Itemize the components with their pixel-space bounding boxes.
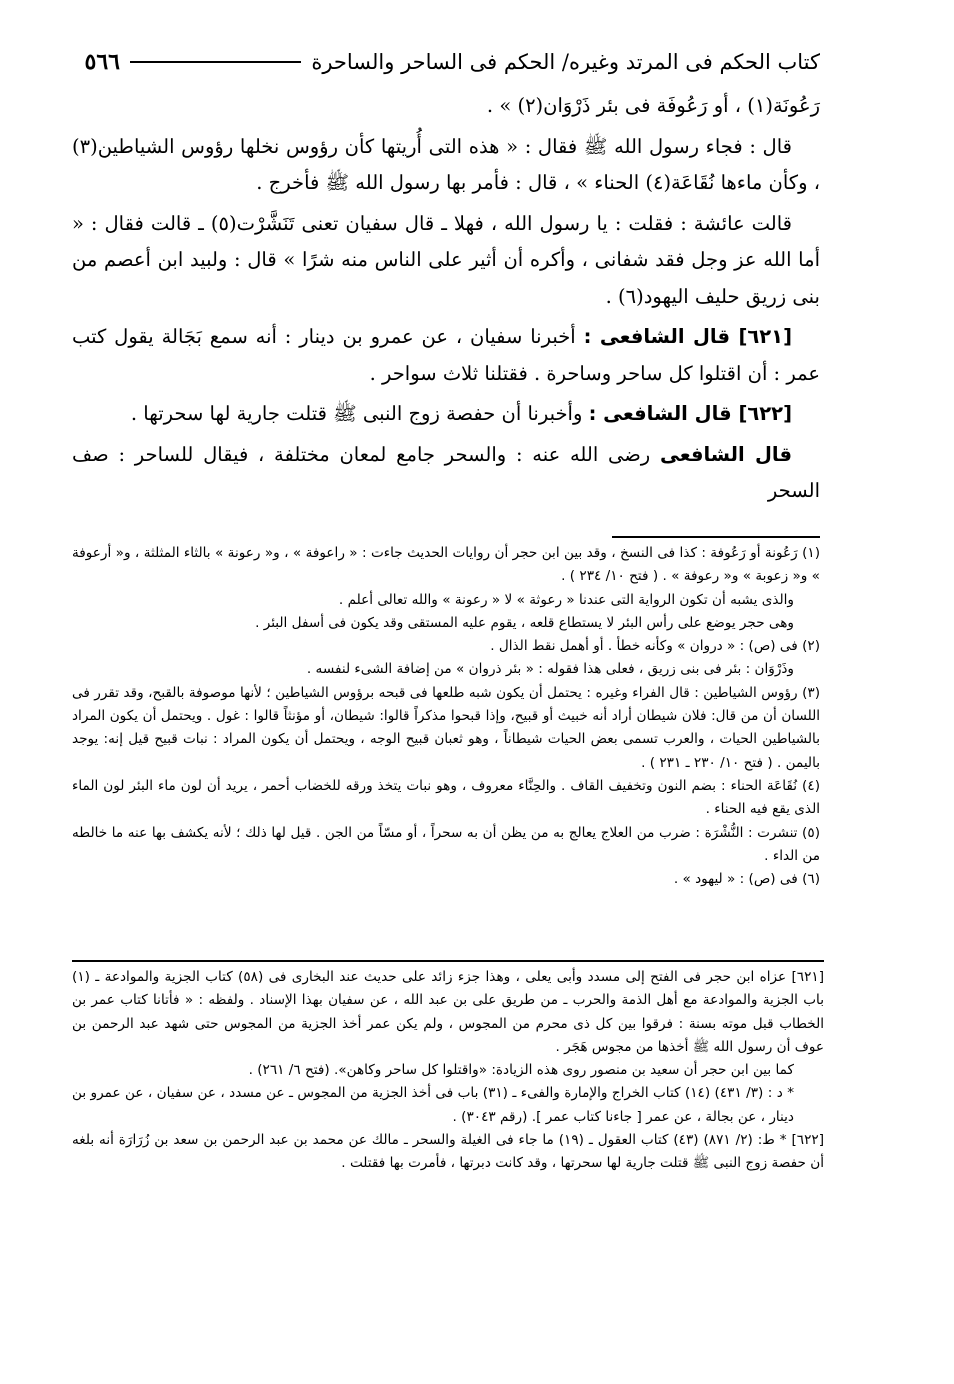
- text-paragraph: قالت عائشة : فقلت : يا رسول الله ، فهلا ـ قال سفيان تعنى تَنَشَّرْت(٥) ـ قالت فقال : « أما الله عز وجل فقد شفانى ، وأكره أن أثير على الناس منه شرًا » قال : ولبيد ابن أعصم من بنى زريق حليف اليهود(٦) .: [72, 211, 820, 308]
- hadith-622: [72, 396, 820, 433]
- text-paragraph: قال : فجاء رسول الله ﷺ فقال : « هذه التى أُريتها كأن رؤوس نخلها رؤوس الشياطين(٣) ، وكأن ماءها نُقَاعَة(٤) الحناء » ، قال : فأمر بها رسول الله ﷺ فأخرج .: [72, 134, 820, 194]
- footnote: (٦) فى (ص) : « ليهود » .: [673, 871, 820, 888]
- running-title: كتاب الحكم فى المرتد وغيره/ الحكم فى الساحر والساحرة: [311, 50, 820, 74]
- main-text: [72, 88, 820, 514]
- footnote: (٢) فى (ص) : « دروان » وكأنه خطأ . أو أهمل نقط الذال .: [490, 638, 820, 655]
- hadith-label: [٦٢٢] قال الشافعى :: [588, 402, 792, 425]
- statement-text: رضى الله عنه : والسحر جامع لمعان مختلفة ، فيقال للساحر : صف السحر: [72, 442, 820, 502]
- footnote: (١) رَعُونة أو رَعُوفة : كذا فى النسخ ، وقد بين ابن حجر أن روايات الحديث جاءت : « راعوفة » ، و« رعونة » بالثاء المثلثة ، و« أرعوفة » و« زعوبة » و« رعوفة » . ( فتح ١٠/ ٢٣٤ ) .: [72, 545, 820, 585]
- hadith-text: أخبرنا سفيان ، عن عمرو بن دينار : أنه سمع بَجَالة يقول كتب عمر : أن اقتلوا كل ساحر وساحرة . فقتلنا ثلاث سواحر .: [72, 325, 820, 385]
- statement-label: قال الشافعى: [659, 442, 792, 466]
- hadith-621: [72, 319, 820, 392]
- footnotes: [72, 542, 820, 891]
- references-rule: [72, 960, 824, 962]
- page-number: ٥٦٦: [84, 49, 120, 75]
- footnote: (٤) نُقَاعَة الحناء : بضم النون وتخفيف القاف . والحِنَّاء معروف ، وهو نبات يتخذ ورقه للخضاب أحمر ، يريد أن لون ماء البئر لون الماء الذى يقع فيه الحناء .: [72, 777, 820, 818]
- footnote: (٥) تنشرت : النُّشْرَة : ضرب من العلاج يعالج به من يظن أن به سحراً ، أو مسّاً من الجن . قيل لها ذلك ؛ لأنه يكشف بها عنه ما خالطه من الداء .: [72, 824, 820, 864]
- hadith-text: وأخبرنا أن حفصة زوج النبى ﷺ قتلت جارية لها سحرتها .: [130, 402, 583, 425]
- hadith-label: [٦٢١] قال الشافعى :: [583, 325, 793, 348]
- footnote-continuation: والذى يشبه أن تكون الرواية التى عندنا « رعوثة » لا « رعونة » والله تعالى أعلم .: [338, 591, 794, 608]
- footnote-rule: [612, 536, 820, 538]
- footnote: (٣) رؤوس الشياطين : قال الفراء وغيره : يحتمل أن يكون شبه طلعها فى قبحه برؤوس الشياطين ؛ لأنها موصوفة بالقبح، وقد تقرر فى اللسان أن من قال: فلان شيطان أراد أنه خبيث أو قبيح، وإذا قبحوا مذكراً قالوا: شيطان، أو مؤنثاً قالوا : غول . ويحتمل أن يكون المراد بالشياطين الحيات ، والعرب تسمى بعض الحيات شيطاناً ، وهو ثعبان قبيح الوجه ، ويحتمل أن يكون المراد : نبات قبيح قيل إنه: يوجد باليمن . ( فتح ١٠/ ٢٣٠ ـ ٢٣١ ) .: [72, 684, 820, 771]
- references: [72, 966, 824, 1176]
- text-paragraph: رَعُونَة(١) ، أو رَعُوفَة فى بئر ذَرْوَان(٢) » .: [486, 94, 820, 117]
- header-rule: [130, 61, 301, 63]
- reference: [٦٢١] عزاه ابن حجر فى الفتح إلى مسدد وأبى يعلى ، وهذا جزء زائد على حديث عند البخارى فى (٥٨) كتاب الجزية والموادعة ـ (١) باب الجزية والموادعة مع أهل الذمة والحرب ـ من طريق على بن عبد الله ، عن سفيان بهذا الإسناد . ولفظه : « فأتانا كتاب عمر بن الخطاب قبل موته بسنة : فرقوا بين كل ذى محرم من المجوس ، ولم يكن عمر أخذ الجزية من المجوس حتى شهد عبد الرحمن بن عوف أن رسول الله ﷺ أخذها من مجوس هَجَر .: [72, 969, 824, 1055]
- shafii-statement: [72, 437, 820, 510]
- reference-continuation: * د : (٣/ ٤٣١) (١٤) كتاب الخراج والإمارة والفىء ـ (٣١) باب فى أخذ الجزية من المجوس ـ عن مسدد ، عن سفيان ، عن عمرو بن دينار ، عن بجالة ، عن عمر [ جاءنا كتاب عمر ]. (رقم ٣٠٤٣) .: [72, 1085, 794, 1125]
- footnote-continuation: وذَرْوَان : بئر فى بنى زريق ، فعلى هذا فقوله : « بئر ذروان » من إضافة الشىء لنفسه .: [306, 661, 794, 678]
- reference: [٦٢٢] * ط: (٢/ ٨٧١) (٤٣) كتاب العقول ـ (١٩) ما جاء فى الغيلة والسحر ـ مالك عن محمد بن عبد الرحمن بن سعد بن زُرَارَة أنه بلغه أن حفصة زوج النبى ﷺ قتلت جارية لها سحرتها ، وقد كانت دبرتها ، فأمرت بها فقتلت .: [72, 1132, 824, 1172]
- footnote-continuation: وهى حجر يوضع على رأس البئر لا يستطاع قلعه ، يقوم عليه المستقى وقد يكون فى أسفل البئر .: [255, 614, 794, 631]
- page-header: [60, 42, 820, 82]
- reference-continuation: كما بين ابن حجر أن سعيد بن منصور روى هذه الزيادة: «واقتلوا كل ساحر وكاهن». (فتح ٦/ ٢٦١) .: [248, 1062, 794, 1079]
